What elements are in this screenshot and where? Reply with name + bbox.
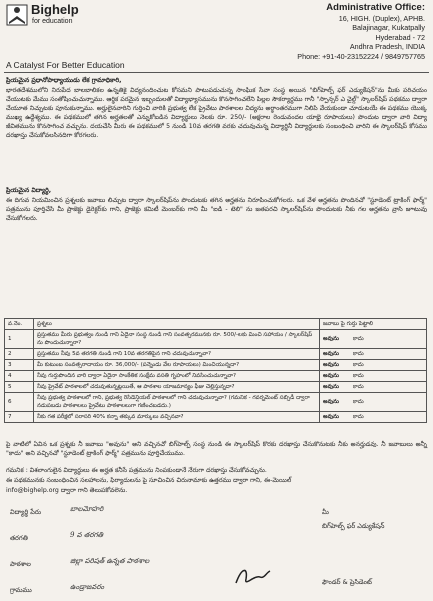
table-header-row (5, 319, 427, 330)
office-line: Andhra Pradesh, INDIA (349, 42, 425, 52)
yes-option[interactable]: అవును (323, 362, 339, 368)
office-line: Hyderabad - 72 (375, 32, 425, 42)
office-title: Administrative Office: (326, 2, 425, 13)
table-row (5, 371, 427, 382)
class-value[interactable]: 9 వ తరగతి (70, 531, 104, 539)
brand-name: Bighelp (31, 2, 79, 17)
row-question: ప్రస్తుతము మీరు ప్రభుత్వం నుండి గాని ఏదైనా సంస్థ నుండి గాని సంవత్సరమునకు రూ. 500/-లకు మించి సహాయం / స్కాలర్‌షిప్ ను పొందుచున్నారా? (34, 330, 320, 349)
office-phone: Phone: +91-40-23152224 / 9849757765 (297, 51, 425, 61)
no-option[interactable]: కాదు (352, 373, 364, 379)
instructions-paragraph: ఈ దిగువ నియమించిన ప్రశ్నలకు జవాబు లిచ్చుట ద్వారా స్కాలర్‌షిప్‌ను పొందుటకు తగిన అర్హతను నిరూపించుకోగలరు. ఒక వేళ అర్హతను పొందినచో "స్టూడెంట్ ట్రాకింగ్ ఫార్మ్" పత్రమును పూర్తిచేసి మీ ప్రాజెక్టు డైరెక్టర్‌కు గాని, ప్రాజెక్టు కమిటీ మెంబర్‌కు గాని మీ "ఐడి - టెలి" ను జతపరచి స్కాలర్‌షిప్‌ను పొందుటకు నీకు గల అర్హతను వ్రాసి జూటువు చేసుకోగలరు. (6, 197, 427, 222)
row-number: 2 (5, 349, 34, 360)
col-header-answer: జవాబు పై గుర్తు పెట్టాలి (320, 319, 427, 330)
closing-text: మీ (322, 508, 329, 516)
yes-option[interactable]: అవును (323, 384, 339, 390)
intro-paragraph: భారతదేశములోని నిరుపేద బాలబాలికల ఉన్నతికై విద్యనందించుట కోసమని పాటుపడుచున్న సాంఘిక సేవా సంస్థ అయిన "బిగ్‌హెల్ప్ ఫర్ ఎడ్యుకేషన్"ను మీకు పరిచయం చేయుటకు మేము సంతోషించుచున్నాము. ఆర్థిక పరమైన ఇబ్బందులతో విద్యాభ్యాసమును కొనసాగించలేని పిల్లల సౌకర్యార్థము గానీ "స్పాన్సర్ ఎ చైల్డ్" స్కాలర్‌షిప్ పథకము ద్వారా చేయూత నిచ్చుటకు పూనుకున్నాము. అర్హులైనవారిని గుర్తించి వారికి ప్రభుత్వ లేక ప్రైవేటు పాఠశాలల విద్యను అర్థాంతరముగా నిలిపి వేయకుండా చూడుటయే ఈ పథకము యొక్క ముఖ్య ఉద్దేశ్యము. ఈ పథకములో తగిన అర్హతలతో ఎన్నుకోబడిన విద్యార్థులు నెలకు రూ. 250/- (అక్షరాల రెండువందల యాభై రూపాయలు) పొందుట ద్వారా వారి విద్యా జీవితమును కొనసాగించ వచ్చును. దయచేసి మీరు ఈ పథకములో 5 నుండి 10వ తరగతి వరకు చదువుచున్న విద్యార్థినీ విద్యార్థులకు సంబంధించి వారిని ఈ స్కాలర్‌షిప్ కోసము దరఖాస్తు చేసుకోవలసినదిగా కోరగలరు. (6, 87, 427, 139)
salutation: ప్రియమైన ప్రధానోపాధ్యాయుడు లేక గ్రామాధికారి, (6, 77, 122, 84)
signature-icon (232, 565, 272, 593)
row-question: మీ కుటుంబ సంవత్సరాదాయం రూ. 36,000/- (పన్నెండు వేల రూపాయలు) మించియున్నదా? (34, 360, 320, 371)
row-question: ప్రస్తుతము నీవు 5వ తరగతి నుండి గాని 10వ తరగతిపైన గాని చదువుచున్నావా? (34, 349, 320, 360)
yes-option[interactable]: అవును (323, 336, 339, 342)
no-option[interactable]: కాదు (352, 336, 364, 342)
office-address (297, 2, 425, 61)
student-name-value[interactable]: బాలమోహరి (70, 505, 104, 513)
founder-label: ఫౌండర్ & ప్రెసిడెంట్ (322, 578, 372, 586)
class-label: తరగతి (10, 534, 28, 542)
row-number: 6 (5, 393, 34, 412)
col-header-question: ప్రశ్నలు (34, 319, 320, 330)
brand-subtitle: for education (32, 18, 73, 25)
village-value[interactable]: ఉండ్రాజవరం (70, 583, 105, 591)
yes-option[interactable]: అవును (323, 399, 339, 405)
row-number: 4 (5, 371, 34, 382)
row-number: 1 (5, 330, 34, 349)
header-divider (4, 72, 429, 73)
row-number: 3 (5, 360, 34, 371)
eligibility-result-paragraph: పై వాటిలో ఏవిన ఒక ప్రశ్నకు నీ జవాబు "అవును" అని వచ్చినచో బిగ్‌హెల్ప్ సంస్థ నుండి ఈ స్కాలర్‌షిప్ కొరకు దరఖాస్తు చేసుకొనుటకు నీకు అనర్హుడవు. నీ జవాబులు అన్నీ "కాదు" అని వచ్చినచో "స్టూడెంట్ ట్రాకింగ్ ఫార్మ్" పత్రమును పూర్తిచేయుము. (6, 441, 427, 457)
row-question: నీవు గుర్తుపొందిన వారి ద్వారా ఏదైనా సాంకేతిక సంక్షేమ వసతి గృహంలో నివసించుచున్నావా? (34, 371, 320, 382)
table-row (5, 330, 427, 349)
email-line: info@bighelp.org ద్వారా గాని తెలుపకోవలెను. (6, 487, 128, 494)
no-option[interactable]: కాదు (352, 414, 364, 420)
col-header-number: వ.నెం. (5, 319, 34, 330)
table-row (5, 349, 427, 360)
bighelp-logo-icon (6, 4, 28, 26)
tagline: A Catalyst For Better Education (6, 60, 125, 70)
school-label: పాఠశాల (10, 560, 31, 568)
office-line: 16, HIGH. (Duplex), APHB. (338, 14, 425, 23)
eligibility-table (4, 318, 427, 423)
no-option[interactable]: కాదు (352, 362, 364, 368)
yes-option[interactable]: అవును (323, 414, 339, 420)
row-number: 5 (5, 382, 34, 393)
row-number: 7 (5, 412, 34, 423)
no-option[interactable]: కాదు (352, 384, 364, 390)
yes-option[interactable]: అవును (323, 373, 339, 379)
org-signature-label: బిగ్‌హెల్ప్ ఫర్ ఎడ్యుకేషన్ (322, 522, 385, 530)
student-salutation: ప్రియమైన విద్యార్థి, (6, 187, 52, 194)
yes-option[interactable]: అవును (323, 351, 339, 357)
student-name-label: విద్యార్థి పేరు (10, 508, 42, 516)
table-row (5, 412, 427, 423)
school-value[interactable]: జిల్లా పరిషత్ ఉన్నత పాఠశాల (70, 557, 150, 565)
note-text: గమనిక : విశలాంగులైన విద్యార్థులు ఈ అర్హత కనీసే పత్రమును నింపకుండానే నేరుగా దరఖాస్తు చేసుకోవచ్చును. (6, 467, 267, 474)
no-option[interactable]: కాదు (352, 399, 364, 405)
table-row (5, 382, 427, 393)
table-row (5, 393, 427, 412)
table-row (5, 360, 427, 371)
office-line: Balajinagar, Kukatpally (352, 23, 425, 33)
village-label: గ్రామము (10, 586, 32, 594)
row-question: నీవు ప్రైవేట్ పాఠశాలలో చదువుతున్నట్లయితే, ఆ పాఠశాల యాజమాన్యం ఫీజు చెల్లిస్తున్నదా? (34, 382, 320, 393)
row-question: నీవు ప్రభుత్వ పాఠశాలలో గాని, ప్రభుత్వ రెసిడెన్షియల్ పాఠశాలలో గాని చదువుచున్నావా? (గమనిక - గవర్నమెంట్ సబ్సిడీ ద్వారా నడుపబడు పాఠశాలలు ప్రైవేటు పాఠశాలలుగా గణించబడదు.) (34, 393, 320, 412)
feedback-paragraph: ఈ పథకమునకు సంబంధించిన సలహాలను, ఫిర్యాదులను పై సూచించిన చిరునామాకు ఉత్తరము ద్వారా గాని, ఈ-మెయిల్ (6, 477, 292, 484)
no-option[interactable]: కాదు (352, 351, 364, 357)
row-question: నీకు గత పరీక్షలో సరాసరి 40% కన్నా తక్కువ మార్కులు వచ్చినవా? (34, 412, 320, 423)
